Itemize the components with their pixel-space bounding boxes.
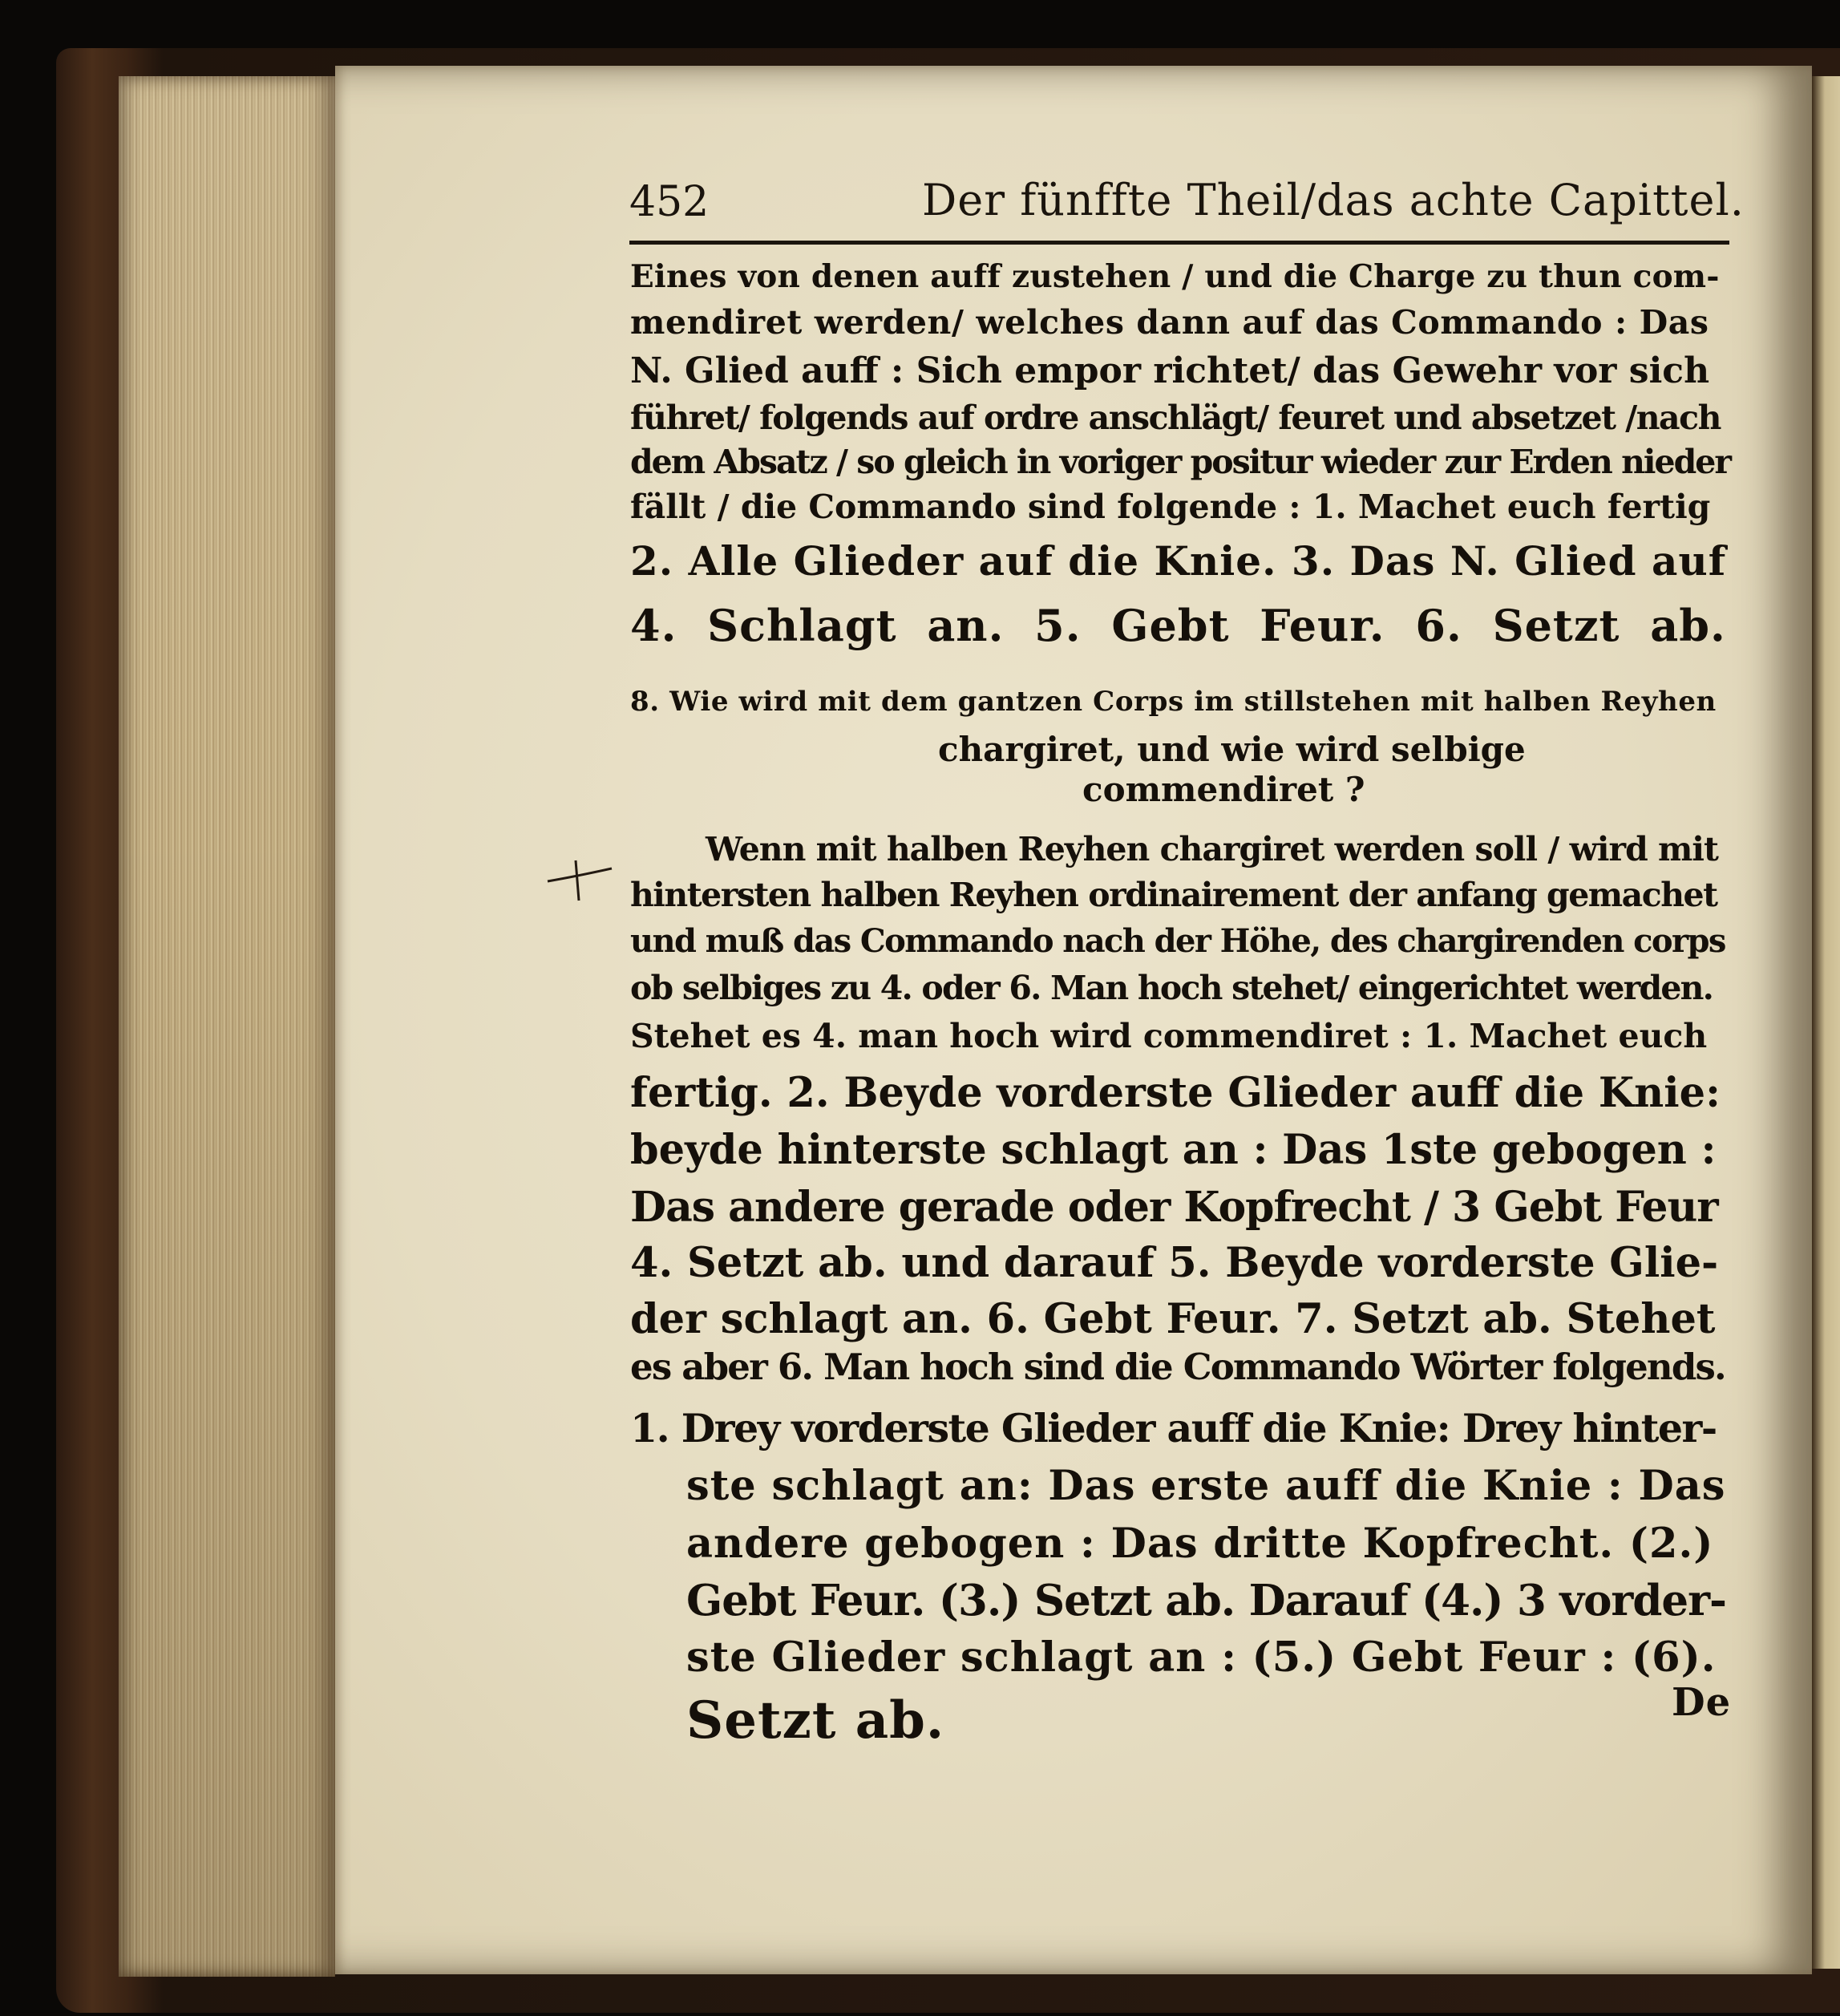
text-line: es aber 6. Man hoch sind die Commando Wörter folgends.: [630, 1346, 1725, 1388]
text-line: Eines von denen auff zustehen / und die Charge zu thun com-: [630, 258, 1720, 295]
text-line: führet/ folgends auf ordre anschlägt/ feuret und absetzet /nach: [630, 399, 1721, 437]
text-line: Das andere gerade oder Kopfrecht / 3 Gebt Feur: [630, 1183, 1718, 1232]
text-line: ob selbiges zu 4. oder 6. Man hoch stehet/ eingerichtet werden.: [630, 969, 1713, 1007]
text-line: Gebt Feur. (3.) Setzt ab. Darauf (4.) 3 vorder-: [686, 1576, 1727, 1625]
running-head: Der fünffte Theil/das achte Capittel.: [922, 175, 1745, 225]
text-line: 1. Drey vorderste Glieder auff die Knie: Drey hinter-: [630, 1405, 1717, 1451]
text-line: fertig. 2. Beyde vorderste Glieder auff die Knie:: [630, 1069, 1721, 1117]
text-line: ste Glieder schlagt an : (5.) Gebt Feur : (6).: [686, 1633, 1717, 1682]
text-line: ste schlagt an: Das erste auff die Knie : Das: [686, 1462, 1726, 1510]
page-number: 452: [629, 178, 710, 226]
pen-cross-mark: [544, 854, 616, 902]
text-line: andere gebogen : Das dritte Kopfrecht. (2.): [686, 1520, 1714, 1568]
question-heading-line: commendiret ?: [1082, 770, 1365, 809]
catchword: De: [1672, 1680, 1732, 1725]
text-line: dem Absatz / so gleich in voriger positur wieder zur Erden nieder: [630, 443, 1730, 481]
text-line: und muß das Commando nach der Höhe, des chargirenden corps: [630, 922, 1725, 960]
facing-page-edge: [1812, 76, 1840, 1969]
header-rule: [629, 241, 1729, 245]
text-line: Setzt ab.: [686, 1690, 945, 1751]
text-line: 4. Schlagt an. 5. Gebt Feur. 6. Setzt ab.: [630, 600, 1726, 651]
text-line: 2. Alle Glieder auf die Knie. 3. Das N. Glied auf: [630, 537, 1727, 585]
question-heading-line: 8. Wie wird mit dem gantzen Corps im stillstehen mit halben Reyhen: [630, 686, 1717, 718]
text-line: N. Glied auff : Sich empor richtet/ das Gewehr vor sich: [630, 350, 1710, 391]
text-line: beyde hinterste schlagt an : Das 1ste gebogen :: [630, 1126, 1717, 1174]
text-line: 4. Setzt ab. und darauf 5. Beyde vorderste Glie-: [630, 1239, 1719, 1287]
text-line: mendiret werden/ welches dann auf das Commando : Das: [630, 303, 1709, 342]
question-heading-line: chargiret, und wie wird selbige: [938, 730, 1526, 769]
text-line: fällt / die Commando sind folgende : 1. Machet euch fertig: [630, 488, 1711, 526]
text-line: Stehet es 4. man hoch wird commendiret : 1. Machet euch: [630, 1017, 1708, 1055]
text-line: Wenn mit halben Reyhen chargiret werden soll / wird mit: [706, 830, 1718, 868]
text-line: hintersten halben Reyhen ordinairement der anfang gemachet: [630, 876, 1717, 914]
page-edges-shade: [119, 76, 335, 1977]
text-line: der schlagt an. 6. Gebt Feur. 7. Setzt ab. Stehet: [630, 1295, 1716, 1343]
